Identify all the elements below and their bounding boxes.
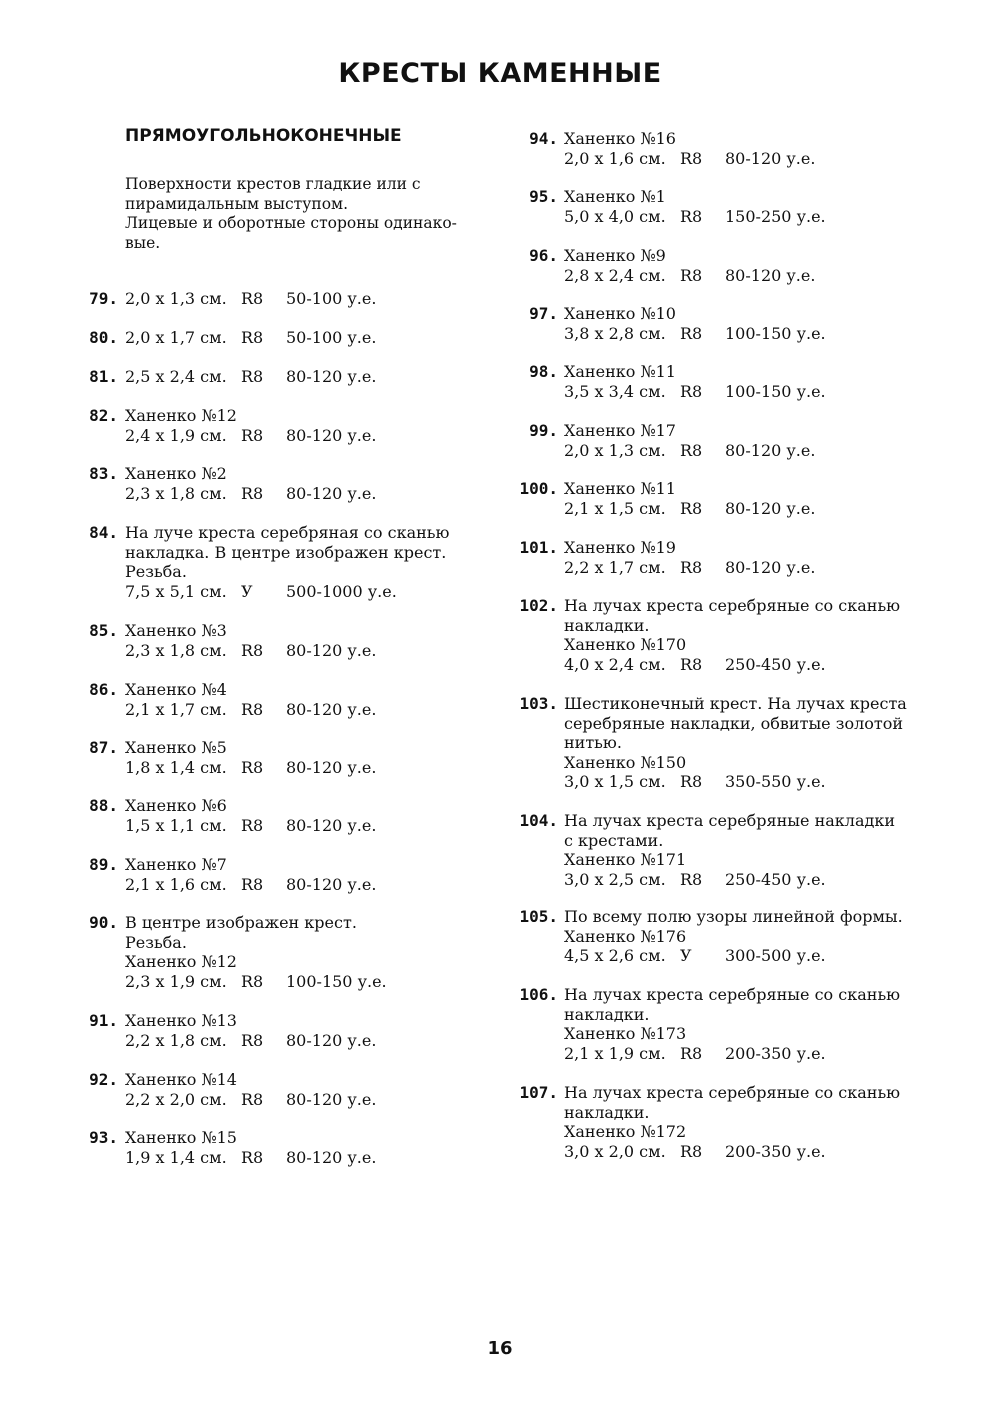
entry-price: 80-120 у.е. bbox=[725, 498, 816, 518]
entry-description-line: Ханенко №2 bbox=[125, 464, 227, 483]
entry-price: 200-350 у.е. bbox=[725, 1043, 826, 1063]
entry-number: 82. bbox=[89, 406, 118, 425]
entry-description-line: Ханенко №17 bbox=[564, 421, 676, 440]
entry-price: 80-120 у.е. bbox=[286, 1030, 377, 1050]
entry-description-line: накладки. bbox=[564, 1102, 650, 1122]
entry-price: 250-450 у.е. bbox=[725, 654, 826, 674]
entry-details bbox=[125, 816, 495, 836]
catalog-entry bbox=[89, 464, 495, 503]
entry-number: 91. bbox=[89, 1011, 118, 1030]
catalog-entry bbox=[529, 129, 934, 168]
entry-price: 350-550 у.е. bbox=[725, 772, 826, 791]
entry-details bbox=[564, 441, 934, 461]
entry-description-line: Ханенко №12 bbox=[125, 406, 237, 425]
entry-details bbox=[125, 1031, 495, 1051]
entry-number: 101. bbox=[519, 538, 558, 557]
entry-price: 100-150 у.е. bbox=[725, 381, 826, 401]
entry-price: 100-150 у.е. bbox=[286, 971, 387, 991]
entry-size: 1,9 x 1,4 см. bbox=[125, 1147, 227, 1167]
catalog-entry bbox=[89, 680, 495, 719]
entry-rarity-code: R8 bbox=[680, 869, 703, 889]
entry-description-line: В центре изображен крест. bbox=[125, 913, 357, 932]
entry-rarity-code: R8 bbox=[241, 483, 264, 503]
catalog-entry bbox=[89, 796, 495, 835]
entry-rarity-code: R8 bbox=[241, 1147, 264, 1167]
catalog-entry bbox=[529, 246, 934, 285]
entry-rarity-code: R8 bbox=[680, 265, 703, 285]
catalog-entry bbox=[89, 621, 495, 660]
entry-description-line: Резьба. bbox=[125, 562, 187, 581]
entry-rarity-code: R8 bbox=[680, 1141, 703, 1161]
entry-size: 3,8 x 2,8 см. bbox=[564, 323, 666, 343]
entry-details bbox=[564, 558, 934, 578]
catalog-entry bbox=[89, 523, 495, 601]
entry-number: 94. bbox=[529, 129, 558, 148]
entry-description-line: Ханенко №13 bbox=[125, 1011, 237, 1030]
entry-size: 2,4 x 1,9 см. bbox=[125, 425, 227, 445]
entry-size: 2,1 x 1,9 см. bbox=[564, 1043, 666, 1063]
entry-details bbox=[125, 582, 495, 602]
entry-size: 2,0 x 1,7 см. bbox=[125, 328, 227, 347]
entry-description-line: Ханенко №9 bbox=[564, 246, 666, 265]
catalog-entry bbox=[89, 328, 495, 348]
entry-description-line: Ханенко №4 bbox=[125, 680, 227, 699]
entry-price: 80-120 у.е. bbox=[725, 440, 816, 460]
catalog-entry bbox=[519, 694, 934, 792]
entry-details bbox=[125, 328, 495, 348]
entry-size: 3,0 x 1,5 см. bbox=[564, 772, 666, 791]
entry-number: 105. bbox=[519, 907, 558, 926]
entry-description-line: Ханенко №5 bbox=[125, 738, 227, 757]
entry-description-line: На лучах креста серебряные со сканью bbox=[564, 1083, 901, 1102]
entry-price: 80-120 у.е. bbox=[725, 148, 816, 168]
entry-number: 99. bbox=[529, 421, 558, 440]
entry-rarity-code: R8 bbox=[680, 772, 703, 791]
entry-details bbox=[564, 1044, 934, 1064]
entry-size: 5,0 x 4,0 см. bbox=[564, 206, 666, 226]
entry-price: 250-450 у.е. bbox=[725, 869, 826, 889]
entry-number: 92. bbox=[89, 1070, 118, 1089]
entry-description-line: накладки. bbox=[564, 1004, 650, 1024]
intro-line: Лицевые и оборотные стороны одинако- bbox=[125, 214, 457, 232]
entry-details bbox=[125, 426, 495, 446]
catalog-entry bbox=[89, 1128, 495, 1167]
entry-description-line: с крестами. bbox=[564, 830, 664, 850]
entry-size: 2,2 x 1,8 см. bbox=[125, 1030, 227, 1050]
entry-price: 80-120 у.е. bbox=[286, 367, 377, 386]
entry-number: 106. bbox=[519, 985, 558, 1004]
catalog-entry bbox=[519, 1083, 934, 1161]
entry-size: 3,5 x 3,4 см. bbox=[564, 381, 666, 401]
entry-details bbox=[125, 289, 495, 309]
entry-price: 80-120 у.е. bbox=[286, 699, 377, 719]
catalog-entry bbox=[529, 362, 934, 401]
entry-number: 103. bbox=[519, 694, 558, 713]
entry-rarity-code: R8 bbox=[680, 148, 703, 168]
entry-price: 80-120 у.е. bbox=[286, 815, 377, 835]
entry-details bbox=[125, 1090, 495, 1110]
entry-price: 80-120 у.е. bbox=[286, 640, 377, 660]
entry-rarity-code: R8 bbox=[680, 206, 703, 226]
entry-size: 3,0 x 2,0 см. bbox=[564, 1141, 666, 1161]
entry-description-line: Ханенко №12 bbox=[125, 952, 237, 971]
entry-price: 200-350 у.е. bbox=[725, 1141, 826, 1161]
catalog-entry bbox=[89, 367, 495, 387]
entry-description-line: серебряные накладки, обвитые золотой bbox=[564, 713, 904, 733]
entry-details bbox=[564, 870, 934, 890]
entry-description-line: Ханенко №170 bbox=[564, 635, 687, 654]
entry-details bbox=[564, 382, 934, 402]
entry-size: 2,3 x 1,9 см. bbox=[125, 971, 227, 991]
entry-number: 88. bbox=[89, 796, 118, 815]
entry-rarity-code: R8 bbox=[680, 557, 703, 577]
entry-description-line: Резьба. bbox=[125, 932, 187, 952]
entry-number: 80. bbox=[89, 328, 118, 347]
entry-number: 93. bbox=[89, 1128, 118, 1147]
entry-price: 100-150 у.е. bbox=[725, 323, 826, 343]
entry-description-line: Ханенко №171 bbox=[564, 850, 687, 869]
entry-rarity-code: R8 bbox=[241, 425, 264, 445]
entry-number: 97. bbox=[529, 304, 558, 323]
entry-rarity-code: R8 bbox=[241, 874, 264, 894]
entry-description-line: Ханенко №15 bbox=[125, 1128, 237, 1147]
catalog-entry bbox=[529, 187, 934, 226]
entry-details bbox=[125, 484, 495, 504]
entry-rarity-code: R8 bbox=[241, 640, 264, 660]
intro-line: вые. bbox=[125, 233, 161, 252]
entry-details bbox=[564, 499, 934, 519]
entry-number: 87. bbox=[89, 738, 118, 757]
entry-number: 86. bbox=[89, 680, 118, 699]
entry-number: 104. bbox=[519, 811, 558, 830]
entry-size: 2,0 x 1,3 см. bbox=[564, 440, 666, 460]
catalog-entry bbox=[89, 913, 495, 991]
entry-size: 2,8 x 2,4 см. bbox=[564, 265, 666, 285]
entry-details bbox=[564, 207, 934, 227]
entry-details bbox=[125, 367, 495, 387]
intro-line: Поверхности крестов гладкие или с bbox=[125, 175, 421, 193]
catalog-entry bbox=[519, 538, 934, 577]
entry-number: 79. bbox=[89, 289, 118, 308]
intro-paragraph bbox=[125, 175, 485, 253]
entry-rarity-code: R8 bbox=[241, 815, 264, 835]
section-title: ПРЯМОУГОЛЬНОКОНЕЧНЫЕ bbox=[125, 126, 402, 146]
catalog-entry bbox=[89, 855, 495, 894]
entry-description-line: Ханенко №173 bbox=[564, 1024, 687, 1043]
entry-rarity-code: R8 bbox=[680, 440, 703, 460]
entry-rarity-code: У bbox=[680, 946, 692, 965]
entry-description-line: накладка. В центре изображен крест. bbox=[125, 542, 447, 562]
entry-number: 83. bbox=[89, 464, 118, 483]
entry-rarity-code: R8 bbox=[241, 289, 264, 308]
page-number: 16 bbox=[487, 1338, 513, 1359]
entry-description-line: нитью. bbox=[564, 733, 622, 752]
entry-description-line: Шестиконечный крест. На лучах креста bbox=[564, 694, 907, 713]
entry-size: 2,2 x 2,0 см. bbox=[125, 1089, 227, 1109]
entry-rarity-code: R8 bbox=[241, 699, 264, 719]
entry-description-line: Ханенко №6 bbox=[125, 796, 227, 815]
entry-size: 2,5 x 2,4 см. bbox=[125, 367, 227, 386]
entry-price: 80-120 у.е. bbox=[286, 874, 377, 894]
entry-size: 2,0 x 1,3 см. bbox=[125, 289, 227, 308]
entry-number: 100. bbox=[519, 479, 558, 498]
entry-rarity-code: R8 bbox=[241, 367, 264, 386]
entry-number: 98. bbox=[529, 362, 558, 381]
entry-price: 80-120 у.е. bbox=[286, 483, 377, 503]
entry-price: 80-120 у.е. bbox=[286, 425, 377, 445]
page-title: КРЕСТЫ КАМЕННЫЕ bbox=[338, 58, 662, 89]
entry-price: 150-250 у.е. bbox=[725, 206, 826, 226]
entry-details bbox=[564, 655, 934, 675]
catalog-entry bbox=[519, 596, 934, 674]
entry-description-line: На луче креста серебряная со сканью bbox=[125, 523, 450, 542]
entry-rarity-code: R8 bbox=[680, 498, 703, 518]
entry-description-line: Ханенко №14 bbox=[125, 1070, 237, 1089]
entry-price: 50-100 у.е. bbox=[286, 328, 377, 347]
entry-details bbox=[564, 946, 934, 966]
entry-description-line: Ханенко №11 bbox=[564, 362, 676, 381]
entry-size: 3,0 x 2,5 см. bbox=[564, 869, 666, 889]
entry-rarity-code: R8 bbox=[241, 971, 264, 991]
catalog-entry bbox=[519, 985, 934, 1063]
entry-description-line: Ханенко №176 bbox=[564, 926, 687, 946]
entry-size: 2,2 x 1,7 см. bbox=[564, 557, 666, 577]
entry-number: 95. bbox=[529, 187, 558, 206]
entry-price: 500-1000 у.е. bbox=[286, 581, 397, 601]
catalog-entry bbox=[529, 421, 934, 460]
entry-number: 85. bbox=[89, 621, 118, 640]
entry-description-line: Ханенко №150 bbox=[564, 752, 687, 772]
entry-description-line: Ханенко №19 bbox=[564, 538, 676, 557]
entry-size: 2,3 x 1,8 см. bbox=[125, 483, 227, 503]
catalog-entry bbox=[89, 738, 495, 777]
entry-description-line: На лучах креста серебряные со сканью bbox=[564, 596, 901, 615]
entry-number: 89. bbox=[89, 855, 118, 874]
entry-description-line: Ханенко №10 bbox=[564, 304, 676, 323]
entry-rarity-code: R8 bbox=[241, 757, 264, 777]
entry-rarity-code: R8 bbox=[680, 381, 703, 401]
entry-description-line: На лучах креста серебряные со сканью bbox=[564, 985, 901, 1004]
entry-number: 96. bbox=[529, 246, 558, 265]
entry-number: 90. bbox=[89, 913, 118, 932]
entry-description-line: Ханенко №11 bbox=[564, 479, 676, 498]
entry-size: 2,3 x 1,8 см. bbox=[125, 640, 227, 660]
entry-price: 80-120 у.е. bbox=[286, 1147, 377, 1167]
entry-size: 4,5 x 2,6 см. bbox=[564, 946, 666, 965]
catalog-entry bbox=[89, 1070, 495, 1109]
entry-description-line: Ханенко №7 bbox=[125, 855, 227, 874]
entry-number: 84. bbox=[89, 523, 118, 542]
entry-size: 2,1 x 1,6 см. bbox=[125, 874, 227, 894]
intro-line: пирамидальным выступом. bbox=[125, 194, 349, 213]
entry-details bbox=[564, 266, 934, 286]
catalog-entry bbox=[89, 289, 495, 309]
entry-description-line: На лучах креста серебряные накладки bbox=[564, 811, 896, 830]
entry-details bbox=[564, 1142, 934, 1162]
entry-size: 2,0 x 1,6 см. bbox=[564, 148, 666, 168]
entry-details bbox=[564, 324, 934, 344]
entry-details bbox=[125, 758, 495, 778]
entry-details bbox=[125, 972, 495, 992]
entry-details bbox=[125, 641, 495, 661]
entry-details bbox=[125, 700, 495, 720]
catalog-entry bbox=[519, 811, 934, 889]
entry-size: 2,1 x 1,7 см. bbox=[125, 699, 227, 719]
catalog-entry bbox=[89, 406, 495, 445]
entry-rarity-code: R8 bbox=[241, 328, 264, 347]
catalog-entry bbox=[519, 479, 934, 518]
entry-price: 80-120 у.е. bbox=[725, 557, 816, 577]
catalog-entry bbox=[529, 304, 934, 343]
entry-description-line: Ханенко №3 bbox=[125, 621, 227, 640]
entry-price: 80-120 у.е. bbox=[286, 757, 377, 777]
entry-rarity-code: R8 bbox=[680, 654, 703, 674]
entry-details bbox=[564, 772, 934, 792]
entry-size: 1,8 x 1,4 см. bbox=[125, 757, 227, 777]
entry-number: 102. bbox=[519, 596, 558, 615]
entry-size: 1,5 x 1,1 см. bbox=[125, 815, 227, 835]
entry-details bbox=[125, 875, 495, 895]
entry-rarity-code: У bbox=[241, 581, 253, 601]
catalog-entry bbox=[519, 907, 934, 966]
entry-number: 81. bbox=[89, 367, 118, 386]
entry-description-line: По всему полю узоры линейной формы. bbox=[564, 907, 903, 926]
entry-description-line: Ханенко №16 bbox=[564, 129, 676, 148]
entry-description-line: Ханенко №1 bbox=[564, 187, 666, 206]
entry-rarity-code: R8 bbox=[680, 1043, 703, 1063]
entry-details bbox=[564, 149, 934, 169]
entry-price: 80-120 у.е. bbox=[286, 1089, 377, 1109]
entry-details bbox=[125, 1148, 495, 1168]
entry-rarity-code: R8 bbox=[241, 1089, 264, 1109]
entry-size: 7,5 x 5,1 см. bbox=[125, 581, 227, 601]
entry-number: 107. bbox=[519, 1083, 558, 1102]
entry-size: 2,1 x 1,5 см. bbox=[564, 498, 666, 518]
entry-rarity-code: R8 bbox=[680, 323, 703, 343]
entry-price: 80-120 у.е. bbox=[725, 265, 816, 285]
entry-price: 300-500 у.е. bbox=[725, 946, 826, 965]
entry-rarity-code: R8 bbox=[241, 1030, 264, 1050]
entry-price: 50-100 у.е. bbox=[286, 289, 377, 308]
entry-description-line: накладки. bbox=[564, 615, 650, 635]
catalog-entry bbox=[89, 1011, 495, 1050]
entry-description-line: Ханенко №172 bbox=[564, 1122, 687, 1141]
entry-size: 4,0 x 2,4 см. bbox=[564, 654, 666, 674]
